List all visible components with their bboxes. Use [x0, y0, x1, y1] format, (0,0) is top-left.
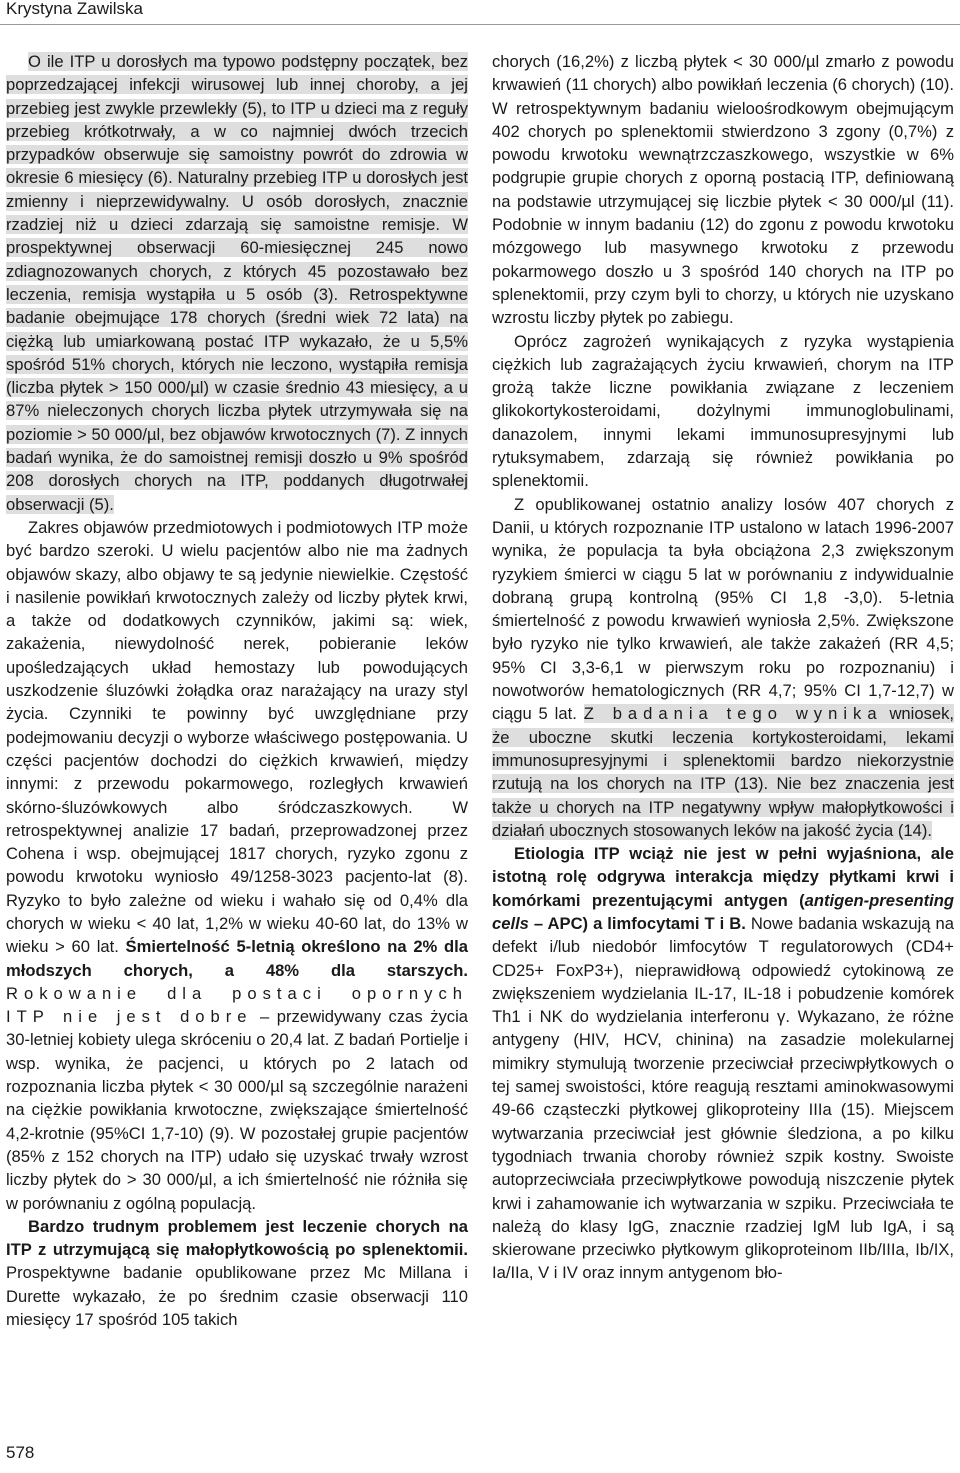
bold-text: Bardzo trudnym problemem jest leczenie chorych na ITP z utrzymującą się małopłytkowością po splenektomii. — [6, 1216, 468, 1260]
highlighted-text: O ile ITP u dorosłych ma typowo podstępny początek, bez poprzedzającej infekcji wirusowej lub innej choroby, a jej przebieg jest zwykle przewlekły (5), to ITP u dzieci ma z reguły przebieg krótkotrwały, a w co najmniej dwóch trzecich przypadków obserwuje się samoistny powrót do zdrowia w okresie 6 miesięcy (6). Naturalny przebieg ITP u dorosłych jest zmienny i nieprzewidywalny. U osób dorosłych, znacznie rzadziej niż u dzieci zdarzają się samoistne remisje. W prospektywnej obserwacji 60-miesięcznej 245 nowo zdiagnozowanych chorych, z których 45 pozostawało bez leczenia, remisja wystąpiła u 5 osób (3). Retrospektywne badanie obejmujące 178 chorych (średni wiek 72 lata) na ciężką lub umiarkowaną postać ITP wykazało, że u 5,5% spośród 51% chorych, których nie leczono, wystąpiła remisja (liczba płytek > 150 000/µl) w czasie średnio 43 miesięcy, a u 87% nieleczonych chorych liczba płytek utrzymywała się na poziomie > 50 000/µl, bez objawów krwotocznych (7). Z innych badań wynika, że do samoistnej remisji doszło u 9% spośród 208 dorosłych chorych na ITP, poddanych długotrwałej obserwacji (5). — [6, 52, 468, 514]
text-span: – przewidywany czas życia 30-letniej kobiety ulega skróceniu o 20,4 lat. Z badań Portielje i wsp. wynika, że pacjenci, u których po 2 latach od rozpoznania liczba płytek < 30 000/µl są szczególnie narażeni na ciężkie powikłania krwotoczne, zwiększające śmiertelność 4,2-krotnie (95%CI 1,7-10) (9). W pozostałej grupie pacjentów (85% z 152 chorych na ITP) udało się uzyskać trwały wzrost liczby płytek do > 30 000/µl, a ich śmiertelność nie różniła się w porównaniu z ogólną populacją. — [6, 1007, 468, 1213]
bold-text: Etiologia ITP wciąż nie jest w pełni wyjaśniona, ale istotną rolę odgrywa interakcja między płytkami krwi i komórkami prezentującymi antygen ( — [492, 844, 954, 910]
text-span: Nowe badania wskazują na defekt i/lub niedobór limfocytów T regulatorowych (CD4+ CD25+ FoxP3+), nieprawidłową odpowiedź cytokinową ze zwiększeniem wydzielania IL-17, IL-18 i pobudzenie komórek Th1 i NK do wydzielania interferonu γ. Wykazano, że różne antygeny (HIV, HCV, chinina) na zasadzie molekularnej mimikry stymulują tworzenie przeciwciał przeciwpłytkowych o tej samej swoistości, które reagują resztami aminokwasowymi 49-66 cząsteczki płytkowej glikoproteiny IIIa (15). Miejscem wytwarzania przeciwciał jest głównie śledziona, a po kilku tygodniach trwania choroby również szpik kostny. Swoiste autoprzeciwciała przeciwpłytkowe powodują niszczenie płytek krwi i zahamowanie ich wytwarzania w szpiku. Przeciwciała te należą do klasy IgG, znacznie rzadziej IgM lub IgA, i są skierowane przeciwko płytkowym glikoproteinom IIb/IIIa, Ib/IX, Ia/IIa, V i IV oraz innym antygenom bło- — [492, 913, 954, 1283]
left-column — [6, 50, 468, 1331]
page-number: 578 — [6, 1443, 35, 1462]
bold-text: Śmiertelność 5-letnią określono na 2% dla młodszych chorych, a 48% dla starszych. — [6, 937, 468, 980]
text-span: Prospektywne badanie opublikowane przez Mc Millana i Durette wykazało, że po średnim czasie obserwacji 110 miesięcy 17 spośród 105 takich — [6, 1263, 468, 1330]
text-span: Oprócz zagrożeń wynikających z ryzyka wystąpienia ciężkich lub zagrażających życiu krwawień, chorym na ITP grożą także liczne powikłania związane z leczeniem glikokortykosteroidami, dożylnymi immunoglobulinami, danazolem, innymi lekami immunosupresyjnymi lub rytuksymabem, zdarzają się również powikłania po splenektomii. — [492, 331, 954, 491]
text-span: Zakres objawów przedmiotowych i podmiotowych ITP może być bardzo szeroki. U wielu pacjentów albo nie ma żadnych objawów skazy, albo objawy te są jedynie niewielkie. Częstość i nasilenie powikłań krwotocznych zależy od liczby płytek krwi, a także od dodatkowych czynników, jakimi są: wiek, zakażenia, niewydolność nerek, pobieranie leków upośledzających układ hemostazy lub powodujących uszkodzenie śluzówki żołądka oraz narażający na urazy styl życia. Czynniki te powinny być uwzględniane przy podejmowaniu decyzji o wyborze właściwego postępowania. U części pacjentów dochodzi do ciężkich krwawień, między innymi: z przewodu pokarmowego, rozległych krwawień skórno-śluzówkowych albo śródczaszkowych. W retrospektywnej analizie 17 badań, przeprowadzonej przez Cohena i wsp. obejmującej 1817 chorych, ryzyko zgonu z powodu krwotoku wyniosło 49/1258-3023 pacjento-lat (8). Ryzyko to było zależne od wieku i wahało się od 0,4% dla chorych w wieku < 40 lat, 1,2% w wieku 40-60 lat, do 13% w wieku > 60 lat. — [6, 517, 468, 957]
spaced-text: Rokowanie dla postaci opornych ITP nie jest dobre — [6, 983, 468, 1027]
text-span: chorych (16,2%) z liczbą płytek < 30 000/µl zmarło z powodu krwawień (11 chorych) albo powikłań leczenia (6 chorych) (10). W retrospektywnym badaniu wieloośrodkowym obejmującym 402 chorych po splenektomii stwierdzono 3 zgony (0,7%) z powodu krwotoku wewnątrzczaszkowego, wszystkie w 6% podgrupie grupie chorych z oporną postacią ITP, definiowaną na podstawie utrzymującej się liczbie płytek < 30 000/µl (11). Podobnie w innym badaniu (12) do zgonu z powodu krwotoku mózgowego lub masywnego krwotoku z przewodu pokarmowego doszło u 3 spośród 140 chorych na ITP po splenektomii, przy czym byli to chorzy, u których nie uzyskano wzrostu liczby płytek po zabiegu. — [492, 52, 954, 328]
highlighted-text: wniosek, że uboczne skutki leczenia kortykosteroidami, lekami immunosupresyjnymi i splenektomii bardzo niekorzystnie rzutują na los chorych na ITP (13). Nie bez znaczenia jest także u chorych na ITP negatywny wpływ małopłytkowości i działań ubocznych stosowanych leków na jakość życia (14). — [492, 704, 955, 840]
header-rule — [0, 24, 960, 25]
running-header-author: Krystyna Zawilska — [6, 0, 143, 18]
paragraph — [492, 493, 954, 842]
paragraph — [492, 330, 954, 493]
bold-italic-text: antigen-presenting cells — [492, 890, 954, 933]
paragraph — [492, 50, 954, 330]
paragraph — [6, 50, 468, 516]
text-span: Z opublikowanej ostatnio analizy losów 407 chorych z Danii, u których rozpoznanie ITP ustalono w latach 1996-2007 wynika, że populacja ta była obciążona 2,3 zwiększonym ryzykiem śmierci w ciągu 5 lat w porównaniu z indywidualnie dobraną grupą kontrolną (95% CI 1,8 -3,0). 5-letnia śmiertelność z powodu krwawień wyniosła 2,5%. Zwiększone było ryzyko nie tylko krwawień, ale także zakażeń (RR 4,5; 95% CI 3,3-6,1 w pierwszym roku po rozpoznaniu) i nowotworów hematologicznych (RR 4,7; 95% CI 1,7-12,7) w ciągu 5 lat. — [492, 494, 954, 724]
bold-text: – APC) a limfocytami T i B. — [528, 913, 746, 933]
paragraph — [492, 842, 954, 1285]
paragraph — [6, 1215, 468, 1331]
highlighted-spaced-text: Z badania tego wynika — [583, 704, 883, 724]
right-column — [492, 50, 954, 1285]
paragraph — [6, 516, 468, 1215]
